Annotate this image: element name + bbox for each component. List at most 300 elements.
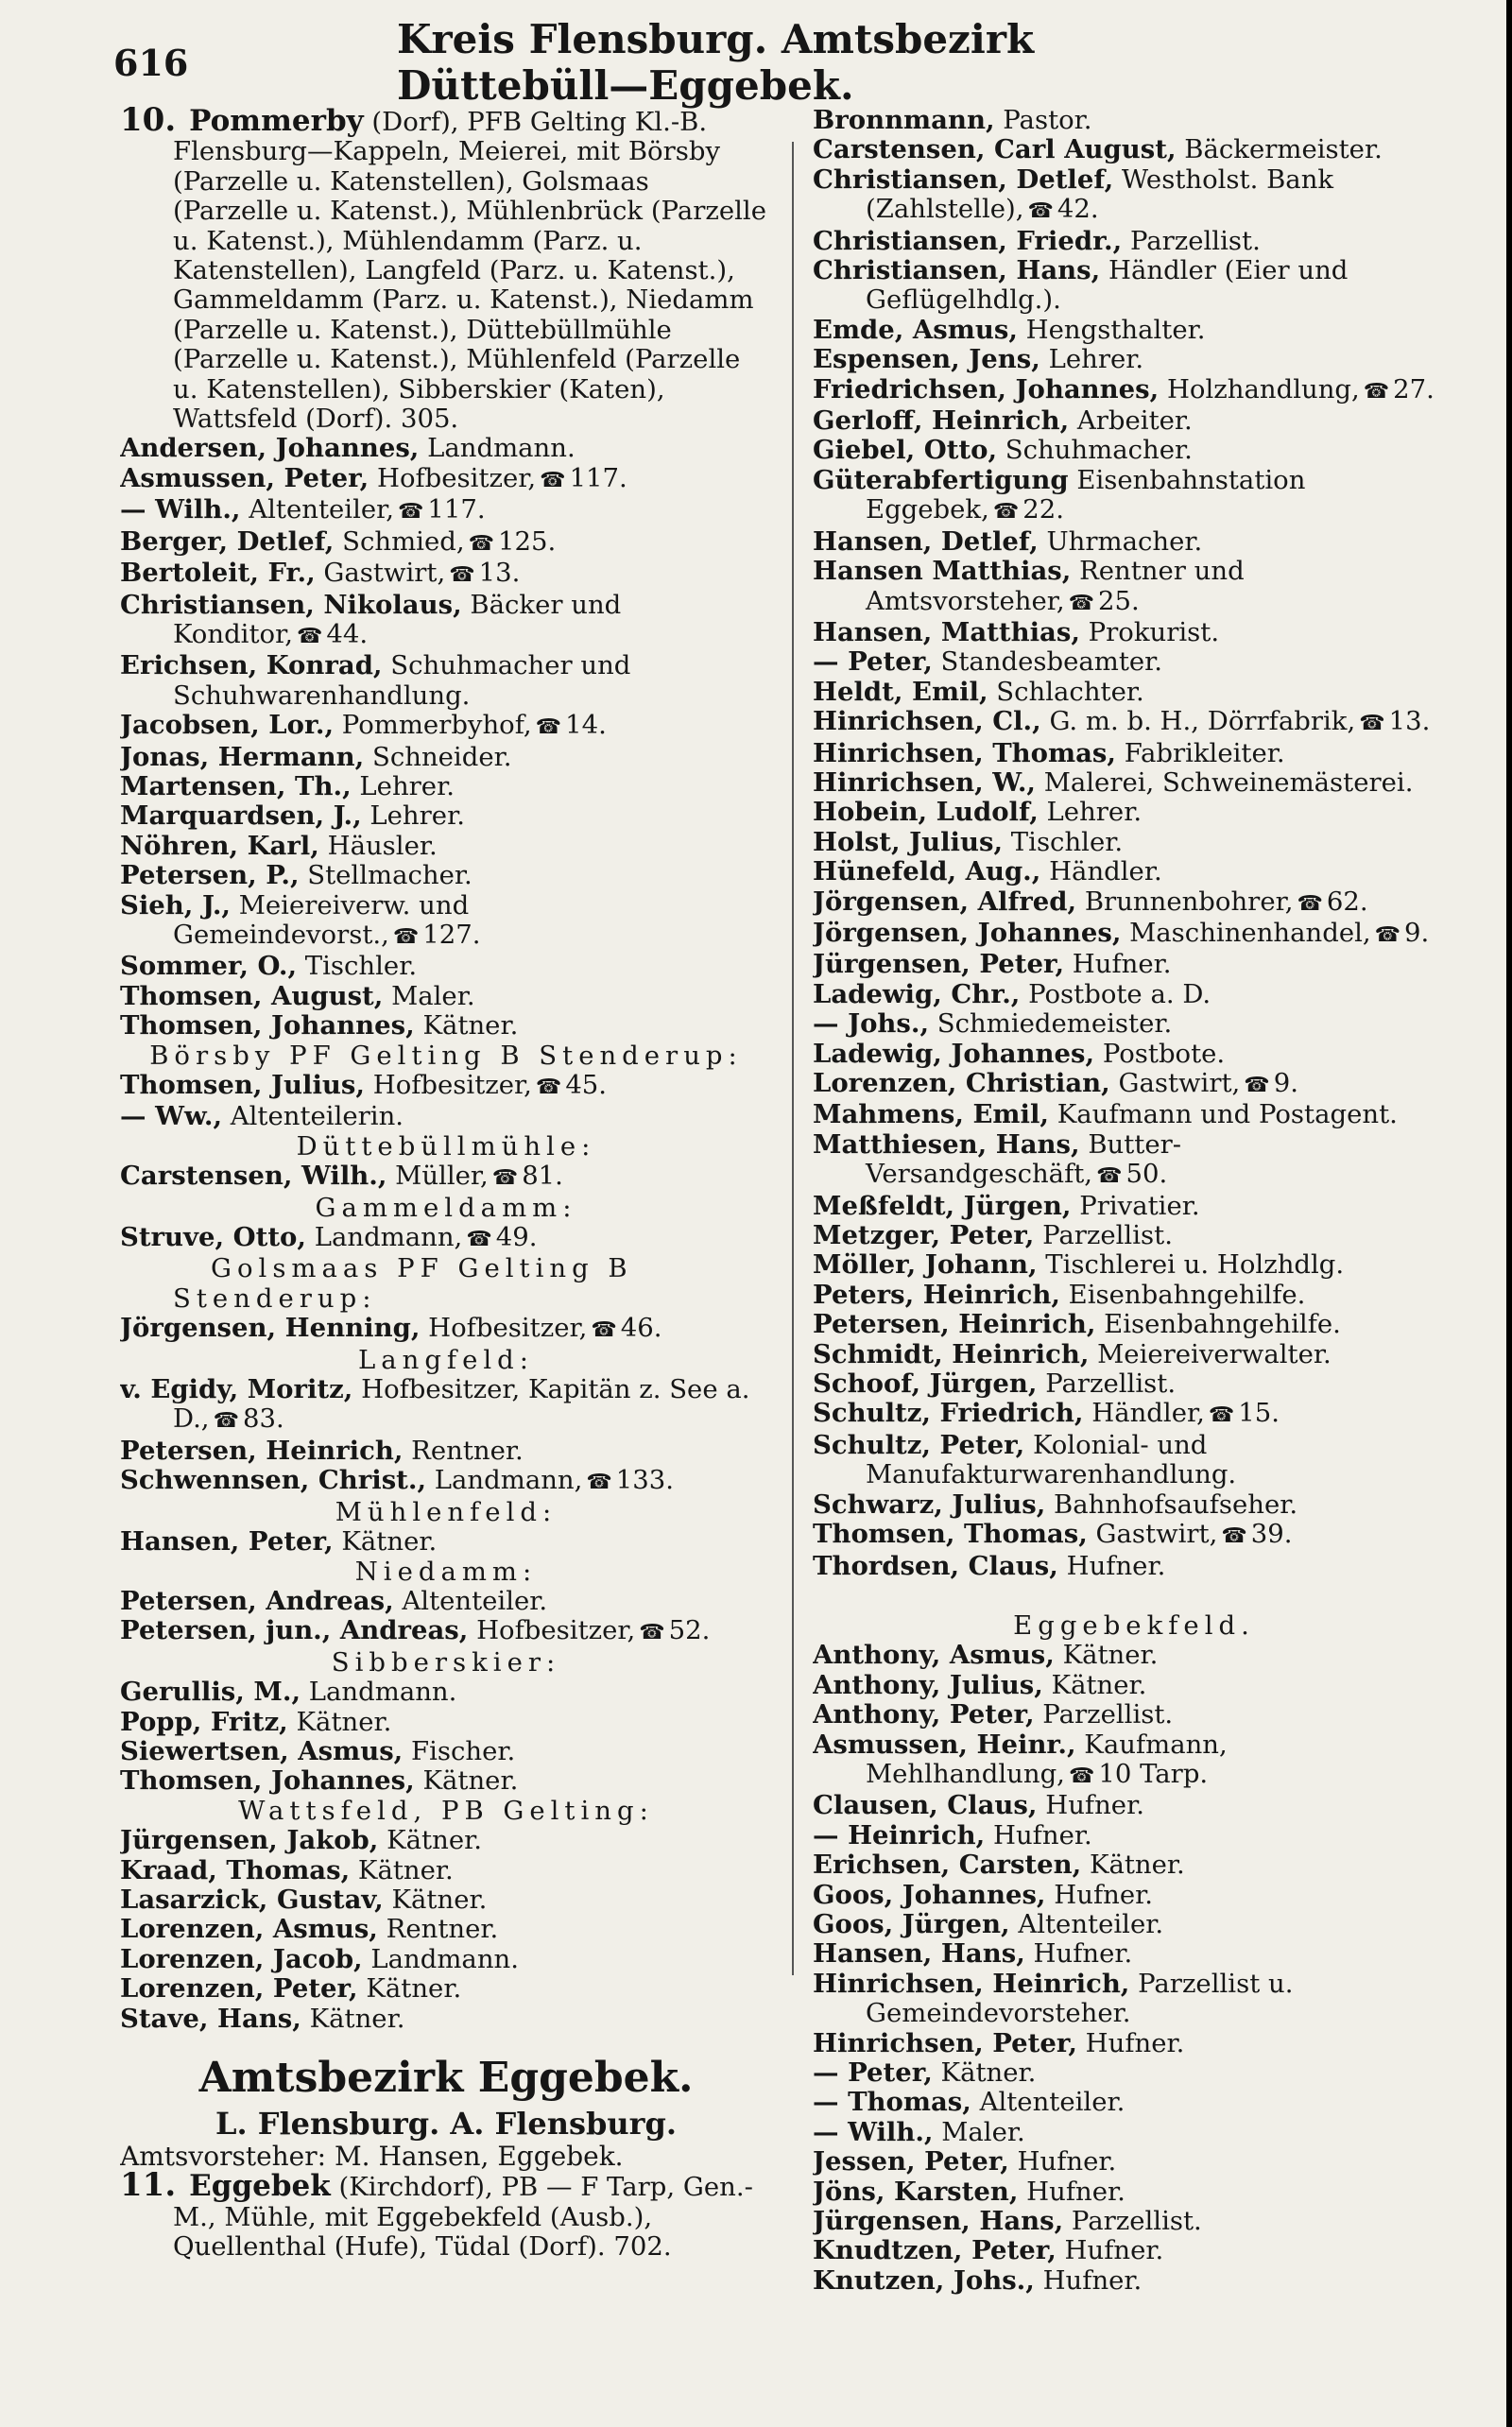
directory-entry	[813, 950, 1455, 979]
directory-entry	[813, 1310, 1455, 1339]
entry-description: Kätner.	[414, 1010, 519, 1041]
entry-description: Schneider.	[364, 741, 512, 772]
telephone-icon: ☎	[449, 563, 475, 588]
entry-description: Lehrer.	[361, 800, 465, 832]
entry-description: Rentner.	[377, 1914, 499, 1945]
entry-description: Bäcker und Konditor,	[173, 589, 622, 649]
directory-entry	[120, 1974, 772, 2004]
entry-description: Hofbesitzer,	[420, 1313, 588, 1344]
entry-description: Westholst. Bank (Zahlstelle),	[866, 164, 1334, 225]
directory-entry	[813, 227, 1455, 256]
directory-entry	[813, 647, 1455, 677]
entry-description: Schuhmacher und Schuhwarenhandlung.	[173, 650, 631, 711]
header-title: Kreis Flensburg. Amtsbezirk Düttebüll—Eggebek.	[397, 16, 1035, 109]
entry-description: Altenteiler.	[1009, 1908, 1164, 1939]
entry-description: Kätner.	[357, 1973, 462, 2005]
entry-description: Altenteiler.	[971, 2087, 1125, 2118]
spacer	[813, 1581, 1455, 1611]
entry-description: Standesbeamter.	[932, 646, 1163, 678]
directory-entry	[813, 557, 1455, 618]
entry-name: Siewertsen, Asmus,	[120, 1735, 404, 1766]
entry-name: Berger, Detlef,	[120, 525, 335, 557]
entry-name: Bronnmann,	[813, 106, 995, 135]
directory-entry	[120, 832, 772, 861]
entry-name: Thomsen, Thomas,	[813, 1519, 1088, 1550]
directory-entry	[120, 952, 772, 981]
entry-description: Kätner.	[378, 1825, 482, 1856]
telephone-number: 22.	[1022, 494, 1064, 525]
telephone-number: 45.	[565, 1070, 608, 1100]
directory-entry	[813, 1221, 1455, 1250]
entry-description: Parzellist.	[1034, 1220, 1173, 1251]
entry-description: Kätner.	[1081, 1850, 1185, 1881]
entry-name: Hinrichsen, Heinrich,	[813, 1968, 1130, 1999]
entry-name: Ladewig, Chr.,	[813, 978, 1021, 1009]
directory-entry	[813, 375, 1455, 406]
directory-entry	[813, 345, 1455, 374]
entry-name: Friedrichsen, Johannes,	[813, 373, 1160, 404]
directory-entry	[120, 1915, 772, 1944]
entry-description: G. m. b. H., Dörrfabrik,	[1040, 706, 1356, 737]
entry-name: Hünefeld, Aug.,	[813, 856, 1041, 887]
directory-entry	[813, 1009, 1455, 1039]
directory-entry	[120, 1616, 772, 1647]
directory-entry	[120, 1766, 772, 1796]
entry-name: Espensen, Jens,	[813, 344, 1040, 375]
entry-name: Ladewig, Johannes,	[813, 1038, 1095, 1069]
directory-entry	[120, 651, 772, 711]
entry-name: Metzger, Peter,	[813, 1220, 1035, 1251]
directory-entry	[813, 256, 1455, 316]
directory-entry	[813, 165, 1455, 227]
entry-name: Heldt, Emil,	[813, 676, 988, 707]
entry-description: Hufner.	[1024, 1938, 1133, 1970]
entry-name: — Wilh.,	[120, 494, 241, 525]
entry-description: Bäckermeister.	[1176, 134, 1383, 165]
directory-entry	[120, 559, 772, 590]
entry-description: Tischler.	[297, 951, 418, 982]
entry-name: Schwarz, Julius,	[813, 1489, 1046, 1520]
entry-description: Schlachter.	[988, 676, 1144, 707]
locality-heading: Golsmaas PF Gelting B Stenderup:	[173, 1253, 633, 1314]
entry-description: Kätner.	[301, 2003, 405, 2034]
entry-name: Martensen, Th.,	[120, 770, 352, 801]
directory-entry	[813, 2058, 1455, 2088]
entry-description: Hufner.	[1037, 1790, 1144, 1821]
resident-list	[120, 1162, 772, 1193]
entry-description: Parzellist.	[1034, 1699, 1174, 1730]
telephone-icon: ☎	[392, 924, 420, 949]
telephone-icon: ☎	[586, 1471, 612, 1495]
telephone-number: 62.	[1326, 886, 1368, 917]
entry-description: Altenteilerin.	[222, 1101, 404, 1132]
directory-entry	[813, 466, 1455, 527]
locality-heading: Langfeld:	[357, 1344, 535, 1375]
entry-description: Parzellist.	[1122, 225, 1261, 256]
entry-description: Kätner.	[333, 1526, 438, 1558]
entry-name: Asmussen, Peter,	[120, 462, 369, 493]
directory-entry	[120, 1826, 772, 1855]
telephone-number: 13.	[1388, 706, 1431, 737]
telephone-icon: ☎	[398, 500, 424, 525]
running-head	[113, 16, 1172, 109]
directory-entry	[813, 1369, 1455, 1399]
telephone-icon: ☎	[1244, 1074, 1270, 1097]
entry-name: Goos, Johannes,	[813, 1879, 1046, 1910]
entry-name: Jürgensen, Hans,	[813, 2206, 1064, 2237]
entry-name: Schmidt, Heinrich,	[813, 1338, 1090, 1369]
entry-name: Petersen, jun., Andreas,	[120, 1615, 469, 1646]
entry-description: Schuhmacher.	[997, 435, 1193, 466]
entry-description: Butter-Versandgeschäft,	[866, 1128, 1182, 1190]
telephone-icon: ☎	[1208, 1403, 1235, 1428]
telephone-number: 14.	[565, 710, 607, 741]
telephone-number: 49.	[495, 1222, 538, 1253]
directory-entry	[813, 1791, 1455, 1820]
section-chair: Amtsvorsteher: M. Hansen, Eggebek.	[120, 2141, 624, 2172]
entry-name: Hansen, Hans,	[813, 1938, 1025, 1970]
telephone-number: 39.	[1250, 1519, 1293, 1550]
directory-entry	[813, 527, 1455, 557]
directory-entry	[813, 1910, 1455, 1939]
entry-description: Gastwirt,	[1109, 1068, 1241, 1098]
directory-entry	[120, 464, 772, 495]
entry-name: Mahmens, Emil,	[813, 1099, 1049, 1130]
entry-description: Maler.	[933, 2116, 1025, 2147]
entry-name: Lorenzen, Asmus,	[120, 1914, 378, 1945]
entry-name: Hansen, Peter,	[120, 1526, 334, 1558]
entry-description: Tischler.	[1003, 826, 1124, 857]
directory-entry	[813, 1700, 1455, 1730]
entry-name: Hinrichsen, W.,	[813, 766, 1036, 798]
telephone-icon: ☎	[491, 1166, 519, 1191]
directory-entry	[813, 1881, 1455, 1910]
telephone-icon: ☎	[466, 1228, 492, 1252]
telephone-icon: ☎	[1068, 1764, 1095, 1788]
telephone-icon: ☎	[992, 500, 1020, 525]
entry-description: Maschinenhandel,	[1121, 917, 1371, 948]
directory-entry	[120, 434, 772, 463]
entry-name: Christiansen, Hans,	[813, 255, 1101, 286]
directory-entry	[120, 2005, 772, 2034]
entry-name: Struve, Otto,	[120, 1222, 306, 1253]
directory-entry	[120, 1011, 772, 1041]
entry-name: Erichsen, Konrad,	[120, 650, 383, 681]
directory-entry	[120, 1527, 772, 1557]
entry-name: Anthony, Asmus,	[813, 1640, 1055, 1671]
telephone-icon: ☎	[1221, 1524, 1247, 1549]
directory-entry	[813, 316, 1455, 345]
telephone-number: 44.	[326, 618, 369, 649]
telephone-icon: ☎	[1068, 591, 1095, 615]
entry-description: Lehrer.	[1038, 797, 1143, 828]
telephone-number: 27.	[1393, 373, 1435, 404]
directory-entry	[120, 527, 772, 559]
entry-description: Tischlerei u. Holzhdlg.	[1037, 1249, 1345, 1281]
entry-description: Fischer.	[403, 1735, 516, 1766]
directory-entry	[120, 495, 772, 526]
directory-entry	[813, 1730, 1455, 1792]
entry-name: Matthiesen, Hans,	[813, 1128, 1080, 1160]
entry-description: Kätner.	[932, 2057, 1037, 2088]
entry-description: Hufner.	[1034, 2264, 1143, 2296]
entry-description: Hufner.	[985, 1819, 1092, 1850]
directory-entry	[813, 1250, 1455, 1280]
entry-name: Jörgensen, Alfred,	[813, 886, 1077, 917]
directory-entry	[120, 1437, 772, 1466]
page-number: 616	[113, 41, 189, 84]
entry-name: Schoof, Jürgen,	[813, 1368, 1038, 1400]
resident-list	[120, 1826, 772, 2034]
entry-description: Pastor.	[994, 106, 1092, 135]
telephone-number: 50.	[1125, 1159, 1168, 1190]
entry-description: Kolonial- und Manufakturwarenhandlung.	[866, 1429, 1237, 1490]
entry-name: Meßfeldt, Jürgen,	[813, 1190, 1072, 1221]
entry-description: Hufner.	[1064, 949, 1172, 980]
entry-name: — Heinrich,	[813, 1819, 986, 1850]
telephone-icon: ☎	[1027, 199, 1054, 224]
entry-description: Eisenbahnstation Eggebek,	[866, 464, 1306, 525]
directory-entry	[813, 2147, 1455, 2177]
directory-entry	[120, 711, 772, 742]
directory-entry	[120, 861, 772, 890]
directory-entry	[813, 1821, 1455, 1850]
telephone-icon: ☎	[1374, 922, 1401, 947]
directory-entry	[120, 1856, 772, 1885]
place-name: Pommerby	[189, 106, 364, 138]
directory-entry	[813, 1490, 1455, 1520]
resident-list	[120, 1678, 772, 1797]
directory-entry	[813, 2177, 1455, 2207]
entry-description: Händler.	[1040, 856, 1162, 887]
entry-description: Rentner.	[403, 1435, 524, 1466]
telephone-icon: ☎	[296, 624, 323, 648]
entry-description: Fabrikleiter.	[1116, 737, 1285, 768]
entry-description: Kätner.	[414, 1765, 519, 1797]
resident-list	[120, 1587, 772, 1648]
directory-entry	[813, 678, 1455, 707]
directory-entry	[120, 1945, 772, 1974]
entry-description: Malerei, Schweinemästerei.	[1035, 766, 1414, 798]
telephone-number: 127.	[422, 919, 481, 950]
locality-heading: Düttebüllmühle:	[296, 1130, 596, 1162]
entry-name: Hansen Matthias,	[813, 556, 1072, 587]
resident-list	[120, 1223, 772, 1254]
directory-entry	[813, 2266, 1455, 2296]
entry-description: Bahnhofsaufseher.	[1045, 1489, 1298, 1520]
directory-entry	[813, 1281, 1455, 1310]
right-column	[813, 106, 1455, 2412]
resident-list	[120, 434, 772, 1041]
directory-entry	[813, 618, 1455, 647]
entry-description: Lehrer.	[351, 770, 455, 801]
directory-entry	[120, 591, 772, 652]
directory-entry	[813, 919, 1455, 950]
directory-entry	[120, 1223, 772, 1254]
entry-name: Goos, Jürgen,	[813, 1908, 1010, 1939]
section-subtitle: L. Flensburg. A. Flensburg.	[215, 2106, 678, 2142]
entry-description: Hofbesitzer,	[364, 1070, 532, 1100]
telephone-number: 117.	[569, 462, 627, 493]
directory-entry	[120, 743, 772, 772]
entry-description: Maler.	[383, 980, 475, 1011]
entry-name: Gerullis, M.,	[120, 1677, 301, 1708]
entry-description: Hufner.	[1076, 2027, 1185, 2058]
entry-name: Popp, Fritz,	[120, 1706, 288, 1737]
telephone-number: 10 Tarp.	[1098, 1758, 1209, 1789]
entry-name: Hinrichsen, Cl.,	[813, 706, 1041, 737]
resident-list	[120, 1314, 772, 1345]
entry-name: Hansen, Detlef,	[813, 525, 1039, 557]
entry-description: Privatier.	[1071, 1190, 1200, 1221]
directory-entry	[813, 707, 1455, 738]
entry-name: Petersen, Andreas,	[120, 1585, 394, 1616]
directory-entry	[813, 857, 1455, 886]
entry-name: Schultz, Friedrich,	[813, 1398, 1084, 1429]
entry-name: Petersen, P.,	[120, 860, 300, 891]
directory-entry	[813, 739, 1455, 768]
entry-description: Schmied,	[334, 525, 465, 557]
entry-description: Landmann,	[426, 1465, 583, 1496]
entry-description: Hofbesitzer, Kapitän z. See a. D.,	[173, 1374, 750, 1435]
directory-entry	[120, 1071, 772, 1102]
entry-name: Lasarzick, Gustav,	[120, 1884, 384, 1915]
telephone-number: 46.	[620, 1313, 662, 1344]
entry-description: Rentner und Amtsvorsteher,	[866, 556, 1245, 616]
directory-entry	[120, 982, 772, 1011]
telephone-icon: ☎	[591, 1318, 617, 1343]
entry-name: Möller, Johann,	[813, 1249, 1038, 1281]
entry-name: Jörgensen, Johannes,	[813, 917, 1122, 948]
entry-name: Christiansen, Friedr.,	[813, 225, 1123, 256]
directory-entry	[813, 887, 1455, 919]
directory-entry	[813, 1040, 1455, 1069]
entry-name: Jürgensen, Peter,	[813, 949, 1065, 980]
place-name: Eggebek	[189, 2169, 331, 2204]
directory-entry	[813, 828, 1455, 857]
directory-entry	[813, 980, 1455, 1009]
column-rule	[792, 142, 794, 1975]
entry-description: Schmiedemeister.	[929, 1008, 1173, 1040]
directory-entry	[813, 1192, 1455, 1221]
entry-name: Carstensen, Carl August,	[813, 134, 1177, 165]
entry-description: Hufner.	[1018, 2176, 1125, 2207]
place-entry-eggebek	[120, 2166, 772, 2263]
directory-entry	[813, 1850, 1455, 1880]
telephone-icon: ☎	[213, 1409, 239, 1434]
directory-entry	[813, 1130, 1455, 1192]
directory-entry	[120, 1678, 772, 1707]
directory-entry	[813, 2207, 1455, 2236]
place-entry-pommerby	[120, 106, 772, 434]
entry-name: Christiansen, Nikolaus,	[120, 589, 462, 620]
entry-description: Kaufmann und Postagent.	[1049, 1099, 1398, 1130]
entry-name: Güterabfertigung	[813, 464, 1069, 495]
entry-name: v. Egidy, Moritz,	[120, 1374, 353, 1405]
directory-entry	[120, 1314, 772, 1345]
entry-description: Meiereiverwalter.	[1089, 1338, 1332, 1369]
entry-name: Petersen, Heinrich,	[120, 1435, 404, 1466]
directory-entry	[813, 406, 1455, 436]
telephone-icon: ☎	[468, 531, 494, 556]
entry-name: Marquardsen, J.,	[120, 800, 362, 832]
entry-name: Anthony, Peter,	[813, 1699, 1035, 1730]
resident-list	[813, 106, 1455, 1581]
directory-entry	[813, 2118, 1455, 2147]
telephone-number: 9.	[1273, 1068, 1298, 1098]
entry-name: Bertoleit, Fr.,	[120, 558, 316, 589]
entry-name: — Johs.,	[813, 1008, 930, 1040]
entry-name: Carstensen, Wilh.,	[120, 1161, 387, 1192]
telephone-icon: ☎	[535, 1076, 562, 1099]
directory-entry	[120, 1466, 772, 1497]
entry-description: Stellmacher.	[299, 860, 472, 891]
entry-description: Kätner.	[1042, 1669, 1147, 1700]
directory-entry	[813, 1399, 1455, 1430]
locality-heading: Wattsfeld, PB Gelting:	[238, 1795, 654, 1826]
entry-description: Kaufmann, Mehlhandlung,	[866, 1729, 1228, 1789]
directory-entry	[813, 798, 1455, 827]
telephone-number: 133.	[615, 1465, 675, 1496]
directory-entry	[120, 1102, 772, 1131]
entry-description: Kätner.	[350, 1854, 454, 1885]
entry-description: Postbote.	[1094, 1038, 1226, 1069]
resident-list	[120, 1375, 772, 1498]
entry-description: Landmann.	[362, 1943, 519, 1974]
directory-entry	[120, 1737, 772, 1766]
place-description: (Dorf), PFB Gelting Kl.-B. Flensburg—Kappeln, Meierei, mit Börsby (Parzelle u. Katenstellen), Golsmaas (Parzelle u. Katenst.), Mühlenbrück (Parzelle u. Katenst.), Mühlendamm (Parz. u. Katenstellen), Langfeld (Parz. u. Katenst.), Gammeldamm (Parz. u. Katenst.), Niedamm (Parzelle u. Katenst.), Düttebüllmühle (Parzelle u. Katenst.), Mühlenfeld (Parzelle u. Katenstellen), Sibberskier (Katen), Wattsfeld (Dorf). 305.	[173, 107, 766, 435]
section-title: Amtsbezirk Eggebek.	[198, 2054, 694, 2102]
entry-description: Brunnenbohrer,	[1076, 886, 1294, 917]
entry-description: Eisenbahngehilfe.	[1059, 1279, 1306, 1310]
directory-entry	[813, 1340, 1455, 1369]
entry-name: Thomsen, Johannes,	[120, 1765, 415, 1797]
directory-entry	[813, 135, 1455, 164]
entry-name: Gerloff, Heinrich,	[813, 405, 1070, 437]
entry-description: Gastwirt,	[315, 558, 446, 589]
entry-description: Uhrmacher.	[1038, 525, 1203, 557]
directory-entry	[120, 1885, 772, 1915]
entry-name: Schwennsen, Christ.,	[120, 1465, 427, 1496]
resident-list	[120, 1527, 772, 1557]
entry-name: Kraad, Thomas,	[120, 1854, 351, 1885]
directory-entry	[813, 2088, 1455, 2117]
entry-name: Clausen, Claus,	[813, 1790, 1038, 1821]
directory-entry	[813, 1431, 1455, 1490]
entry-name: Lorenzen, Christian,	[813, 1068, 1110, 1098]
resident-list	[120, 1071, 772, 1132]
entry-name: Schultz, Peter,	[813, 1429, 1025, 1460]
entry-description: Altenteiler.	[393, 1585, 548, 1616]
entry-name: Thordsen, Claus,	[813, 1550, 1058, 1581]
entry-description: Parzellist u. Gemeindevorsteher.	[866, 1968, 1294, 2029]
entry-description: Landmann.	[419, 433, 576, 464]
telephone-number: 9.	[1404, 917, 1430, 948]
locality-heading: Sibberskier:	[331, 1646, 561, 1678]
telephone-number: 125.	[497, 525, 557, 557]
place-number: 11.	[120, 2166, 177, 2205]
entry-name: Knutzen, Johs.,	[813, 2264, 1035, 2296]
locality-heading: Börsby PF Gelting B Stenderup:	[149, 1040, 743, 1071]
entry-name: Knudtzen, Peter,	[813, 2235, 1057, 2266]
telephone-icon: ☎	[535, 715, 562, 740]
entry-name: Jörgensen, Henning,	[120, 1313, 421, 1344]
entry-name: Jacobsen, Lor.,	[120, 710, 335, 741]
directory-entry	[813, 1069, 1455, 1100]
entry-description: Hofbesitzer,	[369, 462, 537, 493]
entry-name: Hinrichsen, Thomas,	[813, 737, 1116, 768]
entry-name: Erichsen, Carsten,	[813, 1850, 1082, 1881]
